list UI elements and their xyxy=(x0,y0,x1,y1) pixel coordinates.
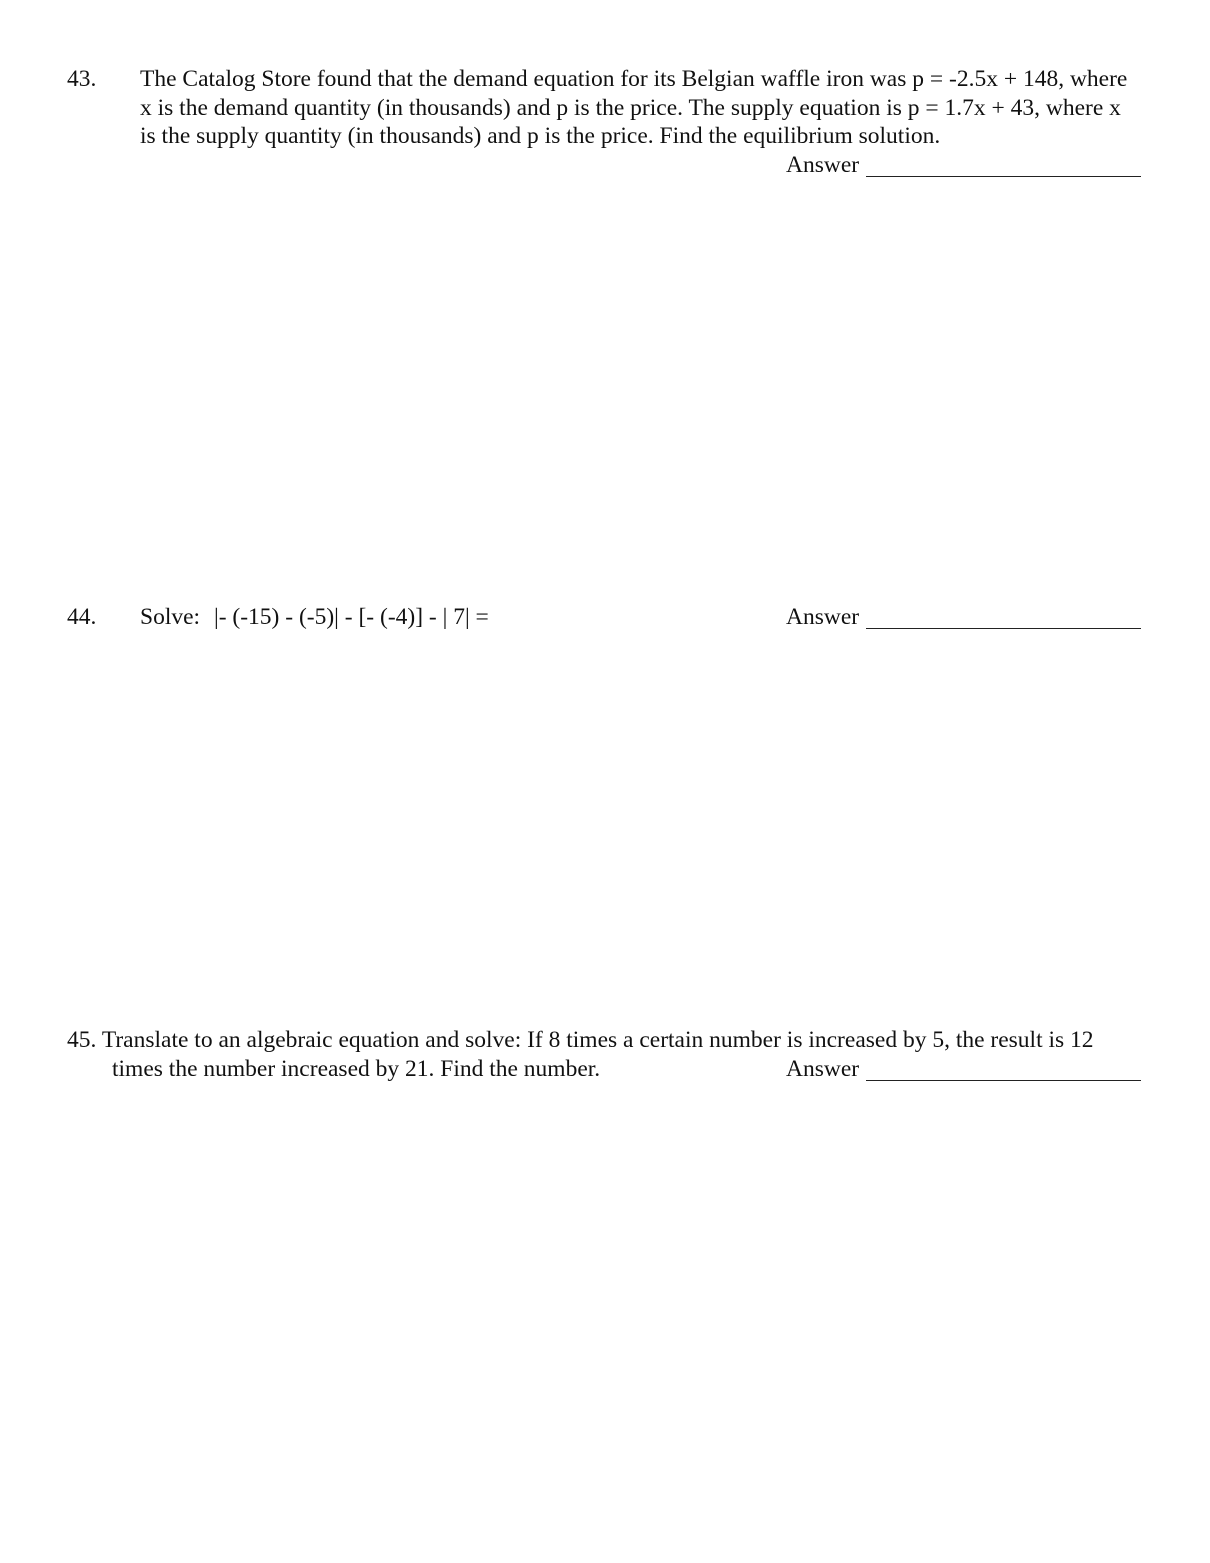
question-text-line: x is the demand quantity (in thousands) and p is the price. The supply equation is p = 1.7x + 43, where x xyxy=(140,95,1121,121)
answer-blank[interactable] xyxy=(866,1080,1141,1081)
question-text-line: The Catalog Store found that the demand equation for its Belgian waffle iron was p = -2.5x + 148, where xyxy=(140,66,1128,92)
question-prompt: Solve: xyxy=(140,604,201,630)
answer-label: Answer xyxy=(786,604,860,630)
answer-label: Answer xyxy=(786,1056,860,1082)
answer-blank[interactable] xyxy=(866,628,1141,629)
question-text-line: times the number increased by 21. Find the number. xyxy=(112,1056,601,1082)
question-number: 44. xyxy=(67,604,97,630)
question-text-line: 45. Translate to an algebraic equation and solve: If 8 times a certain number is increased by 5, the result is 12 xyxy=(67,1027,1094,1053)
question-number: 43. xyxy=(67,66,97,92)
question-text-line: is the supply quantity (in thousands) and p is the price. Find the equilibrium solution. xyxy=(140,123,941,149)
answer-blank[interactable] xyxy=(866,176,1141,177)
math-expression: |- (-15) - (-5)| - [- (-4)] - | 7| = xyxy=(214,604,489,630)
answer-label: Answer xyxy=(786,152,860,178)
